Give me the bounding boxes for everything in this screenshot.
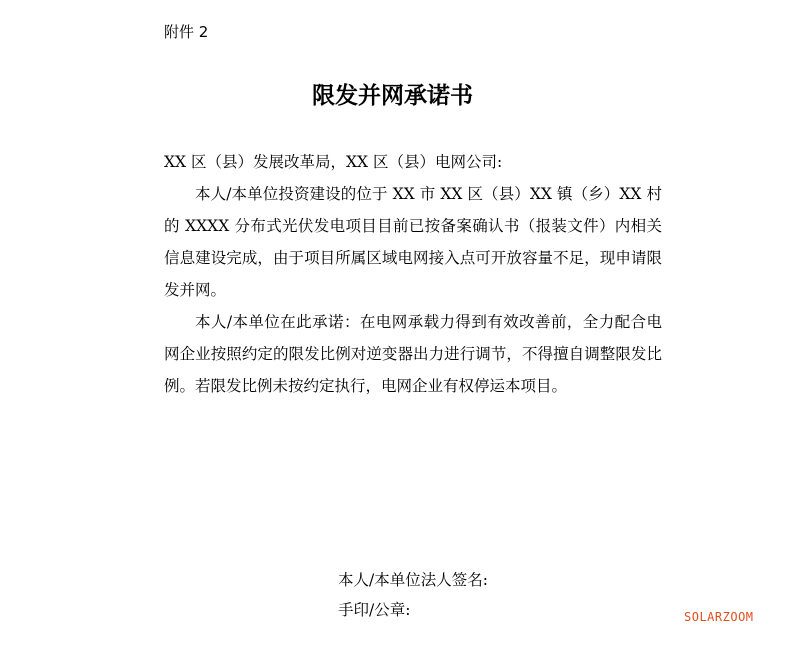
- watermark-logo: SOLARZOOM: [684, 610, 754, 624]
- paragraph-application: 本人/本单位投资建设的位于 XX 市 XX 区（县）XX 镇（乡）XX 村的 XXXX 分布式光伏发电项目目前已按备案确认书（报装文件）内相关信息建设完成，由于项目所属区域电网接入点可开放容量不足，现申请限发并网。: [164, 185, 662, 299]
- paragraph-commitment: 本人/本单位在此承诺：在电网承载力得到有效改善前，全力配合电网企业按照约定的限发比例对逆变器出力进行调节，不得擅自调整限发比例。若限发比例未按约定执行，电网企业有权停运本项目。: [164, 313, 662, 395]
- document-title: 限发并网承诺书: [312, 82, 473, 109]
- stamp-label: 手印/公章:: [338, 601, 411, 619]
- salutation: XX 区（县）发展改革局，XX 区（县）电网公司:: [164, 153, 503, 171]
- signature-block: [338, 565, 488, 625]
- attachment-label: 附件 2: [164, 23, 209, 41]
- signature-label: 本人/本单位法人签名:: [338, 571, 488, 589]
- document-body: [164, 146, 662, 402]
